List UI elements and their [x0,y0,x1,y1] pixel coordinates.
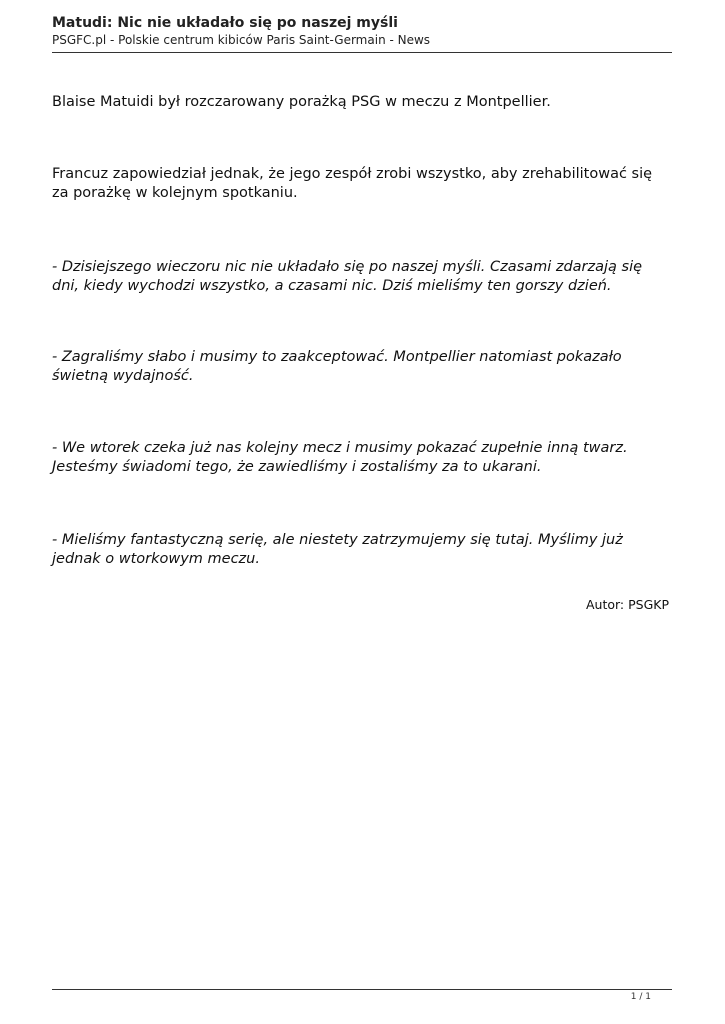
author-credit: Autor: PSGKP [585,597,669,612]
header-divider [52,52,672,53]
quote-paragraph: - Dzisiejszego wieczoru nic nie układało się po naszej myśli. Czasami zdarzają się dni, kiedy wychodzi wszystko, a czasami nic. Dziś mieliśmy ten gorszy dzień. [52,259,643,294]
quote-paragraph: - We wtorek czeka już nas kolejny mecz i musimy pokazać zupełnie inną twarz. Jesteśmy świadomi tego, że zawiedliśmy i zostaliśmy za to ukarani. [52,440,628,475]
quote-paragraph: - Zagraliśmy słabo i musimy to zaakceptować. Montpellier natomiast pokazało świetną wydajność. [52,349,622,384]
site-subtitle: PSGFC.pl - Polskie centrum kibiców Paris Saint-Germain - News [52,33,431,47]
footer-divider [52,989,672,990]
paragraph-intro: Blaise Matuidi był rozczarowany porażką PSG w meczu z Montpellier. [52,94,551,110]
quote-paragraph: - Mieliśmy fantastyczną serię, ale niestety zatrzymujemy się tutaj. Myślimy już jednak o wtorkowym meczu. [52,532,623,567]
page-number: 1 / 1 [630,992,651,1002]
article-title: Matudi: Nic nie układało się po naszej myśli [52,15,398,31]
document-header [52,14,672,48]
paragraph-context: Francuz zapowiedział jednak, że jego zespół zrobi wszystko, aby zrehabilitować się za porażkę w kolejnym spotkaniu. [52,166,653,201]
